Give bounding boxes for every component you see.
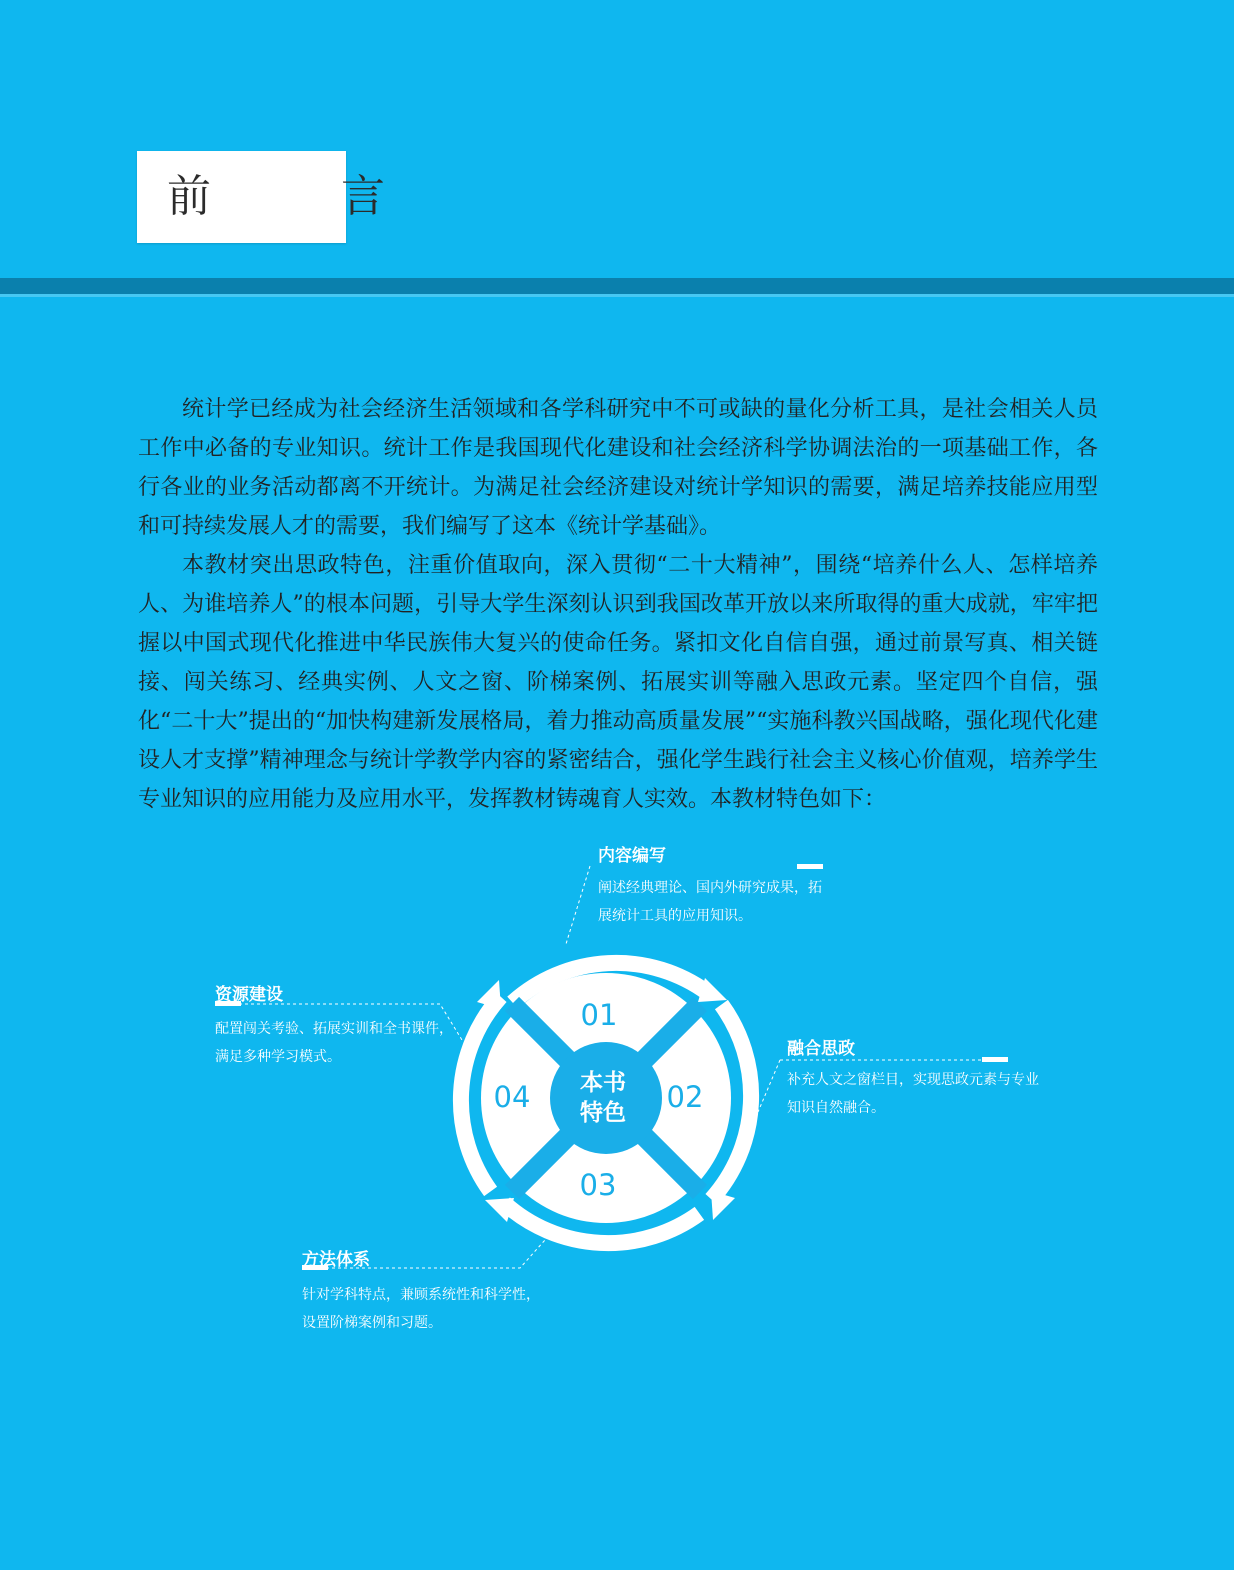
segment-number-04: 04 [493,1080,531,1114]
paragraph: 本教材突出思政特色，注重价值取向，深入贯彻“二十大精神”，围绕“培养什么人、怎样培养人、为谁培养人”的根本问题，引导大学生深刻认识到我国改革开放以来所取得的重大成就，牢牢把握以中国式现代化推进中华民族伟大复兴的使命任务。紧扣文化自信自强，通过前景写真、相关链接、闯关练习、经典实例、人文之窗、阶梯案例、拓展实训等融入思政元素。坚定四个自信，强化“二十大”提出的“加快构建新发展格局，着力推动高质量发展”“实施科教兴国战略，强化现代化建设人才支撑”精神理念与统计学教学内容的紧密结合，强化学生践行社会主义核心价值观，培养学生专业知识的应用能力及应用水平，发挥教材铸魂育人实效。本教材特色如下： [138,553,1098,812]
feature-desc-resources: 配置闯关考验、拓展实训和全书课件，满足多种学习模式。 [215,1021,453,1065]
segment-number-03: 03 [579,1168,617,1202]
page-title: 前 言 [167,171,443,222]
feature-title-resources: 资源建设 [215,985,283,1005]
feature-title-ideology: 融合思政 [787,1039,855,1059]
feature-desc-ideology: 补充人文之窗栏目，实现思政元素与专业知识自然融合。 [787,1072,1039,1116]
feature-title-content: 内容编写 [598,846,666,866]
feature-desc-method: 针对学科特点，兼顾系统性和科学性，设置阶梯案例和习题。 [302,1287,540,1331]
segment-number-02: 02 [666,1080,704,1114]
center-label: 本书 特色 [580,1070,626,1126]
feature-desc-content: 阐述经典理论、国内外研究成果，拓展统计工具的应用知识。 [598,880,822,924]
paragraph: 统计学已经成为社会经济生活领域和各学科研究中不可或缺的量化分析工具，是社会相关人员工作中必备的专业知识。统计工作是我国现代化建设和社会经济科学协调法治的一项基础工作，各行各业的业务活动都离不开统计。为满足社会经济建设对统计学知识的需要，满足培养技能应用型和可持续发展人才的需要，我们编写了这本《统计学基础》。 [138,397,1098,539]
segment-number-01: 01 [580,998,618,1032]
feature-title-method: 方法体系 [302,1250,370,1270]
